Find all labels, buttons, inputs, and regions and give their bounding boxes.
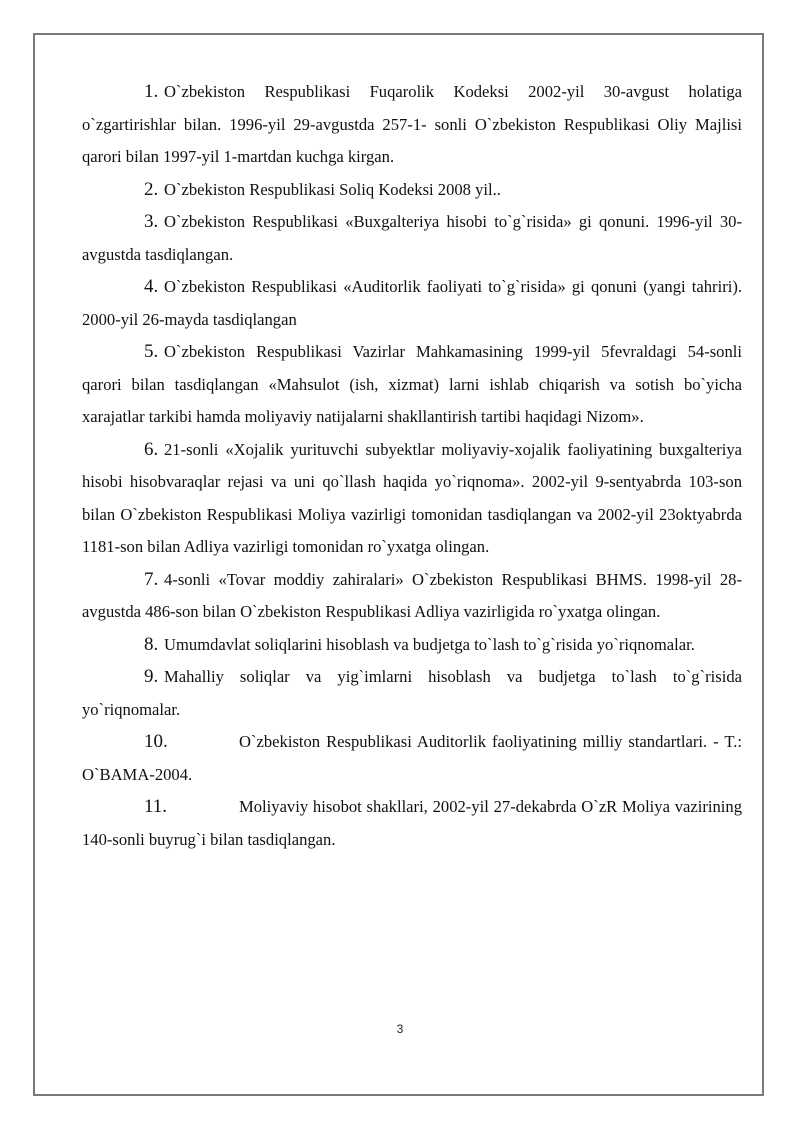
reference-number: 7.	[144, 568, 159, 590]
reference-text: Mahalliy soliqlar va yig`imlarni hisoblash va budjetga to`lash to`g`risida yo`riqnomalar.	[82, 667, 742, 719]
reference-number: 8.	[144, 633, 159, 655]
reference-number: 10.	[144, 731, 168, 752]
reference-item	[82, 336, 742, 434]
reference-text: O`zbekiston Respublikasi Soliq Kodeksi 2008 yil..	[164, 179, 501, 199]
reference-number: 5.	[144, 341, 159, 362]
page-number: 3	[396, 1022, 404, 1036]
reference-item	[82, 174, 742, 207]
reference-item	[82, 726, 742, 791]
reference-list	[82, 76, 742, 856]
reference-item	[82, 661, 742, 726]
reference-text: O`zbekiston Respublikasi Auditorlik faoliyatining milliy standartlari. - T.: O`BAMA-2004.	[82, 732, 742, 784]
reference-number: 2.	[144, 178, 159, 200]
reference-text: O`zbekiston Respublikasi Fuqarolik Kodeksi 2002-yil 30-avgust holatiga o`zgartirishlar bilan. 1996-yil 29-avgustda 257-1- sonli O`zbekiston Respublikasi Oliy Majlisi qarori bilan 1997-yil 1-martdan kuchga kirgan.	[82, 82, 742, 166]
reference-number: 11.	[144, 796, 168, 817]
reference-number: 9.	[144, 666, 159, 687]
reference-text: Umumdavlat soliqlarini hisoblash va budjetga to`lash to`g`risida yo`riqnomalar.	[164, 634, 695, 654]
reference-item	[82, 791, 742, 856]
reference-number: 3.	[144, 211, 159, 232]
reference-item	[82, 434, 742, 564]
reference-item	[82, 206, 742, 271]
reference-text: Moliyaviy hisobot shakllari, 2002-yil 27-dekabrda O`zR Moliya vazirining 140-sonli buyrug`i bilan tasdiqlangan.	[82, 797, 742, 849]
reference-text: O`zbekiston Respublikasi Vazirlar Mahkamasining 1999-yil 5fevraldagi 54-sonli qarori bilan tasdiqlangan «Mahsulot (ish, xizmat) larni ishlab chiqarish va sotish bo`yicha xarajatlar tarkibi hamda moliyaviy natijalarni shakllantirish tartibi haqidagi Nizom».	[82, 342, 742, 426]
reference-text: 21-sonli «Xojalik yurituvchi subyektlar moliyaviy-xojalik faoliyatining buxgalteriya hisobi hisobvaraqlar rejasi va uni qo`llash haqida yo`riqnoma». 2002-yil 9-sentyabrda 103-son bilan O`zbekiston Respublikasi Moliya vazirligi tomonidan tasdiqlangan va 2002-yil 23oktyabrda 1181-son bilan Adliya vazirligi tomonidan ro`yxatga olingan.	[82, 439, 742, 556]
reference-item	[82, 271, 742, 336]
reference-number: 6.	[144, 438, 159, 460]
reference-item	[82, 629, 742, 662]
reference-text: O`zbekiston Respublikasi «Auditorlik faoliyati to`g`risida» gi qonuni (yangi tahriri). 2000-yil 26-mayda tasdiqlangan	[82, 277, 742, 329]
reference-number: 4.	[144, 276, 159, 297]
reference-item	[82, 564, 742, 629]
reference-number: 1.	[144, 81, 159, 102]
reference-item	[82, 76, 742, 174]
reference-text: 4-sonli «Tovar moddiy zahiralari» O`zbekiston Respublikasi BHMS. 1998-yil 28-avgustda 486-son bilan O`zbekiston Respublikasi Adliya vazirligida ro`yxatga olingan.	[82, 569, 742, 621]
reference-text: O`zbekiston Respublikasi «Buxgalteriya hisobi to`g`risida» gi qonuni. 1996-yil 30-avgustda tasdiqlangan.	[82, 212, 742, 264]
